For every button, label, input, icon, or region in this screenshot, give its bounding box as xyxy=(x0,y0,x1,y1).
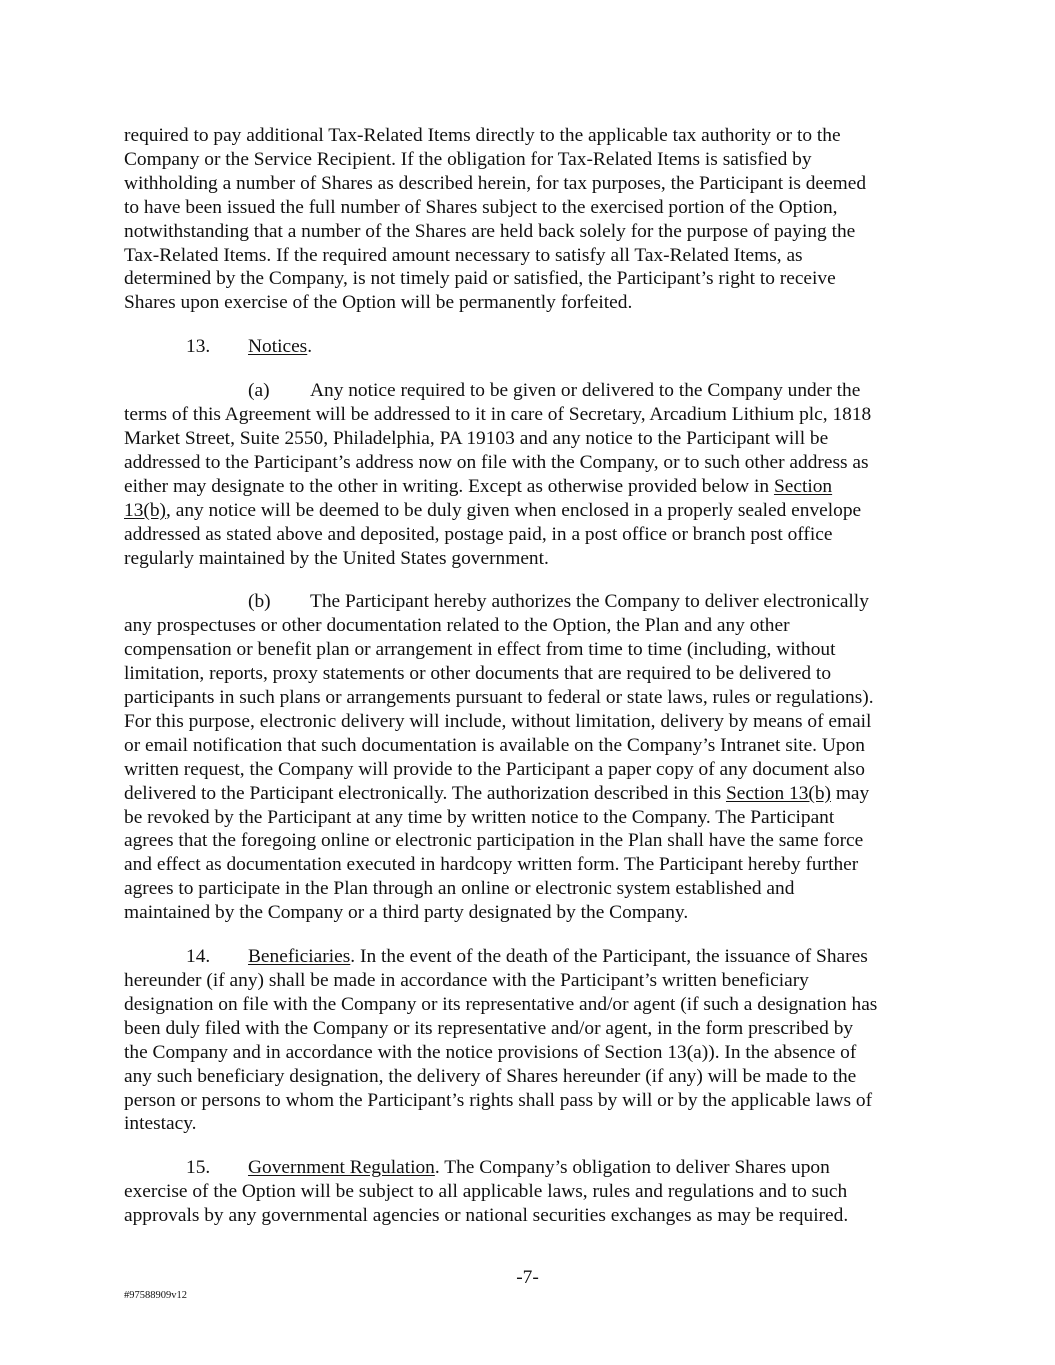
text-line: any such beneficiary designation, the delivery of Shares hereunder (if any) will be made to the xyxy=(124,1065,857,1087)
text-line: Any notice required to be given or delivered to the Company under the xyxy=(310,380,861,402)
text-line: regularly maintained by the United States government. xyxy=(124,547,549,569)
text-line: agrees that the foregoing online or electronic participation in the Plan shall have the same force xyxy=(124,830,864,852)
text-line: , any notice will be deemed to be duly given when enclosed in a properly sealed envelope xyxy=(166,499,862,521)
section-12-continuation xyxy=(124,124,932,315)
text-line: Shares upon exercise of the Option will be permanently forfeited. xyxy=(124,292,633,314)
text-line: the Company and in accordance with the notice provisions of Section 13(a)). In the absence of xyxy=(124,1041,857,1063)
section-number: 13. xyxy=(186,336,211,358)
text-line: and effect as documentation executed in hardcopy written form. The Participant hereby further xyxy=(124,854,859,876)
text-line: limitation, reports, proxy statements or other documents that are required to be delivered to xyxy=(124,663,832,685)
text-line: For this purpose, electronic delivery will include, without limitation, delivery by means of email xyxy=(124,710,872,732)
text-line: any prospectuses or other documentation related to the Option, the Plan and any other xyxy=(124,615,790,637)
section-title-suffix: . xyxy=(307,336,313,358)
page-number: -7- xyxy=(516,1267,539,1288)
text-line: delivered to the Participant electronically. The authorization described in this xyxy=(124,782,726,804)
text-line: notwithstanding that a number of the Shares are held back solely for the purpose of paying the xyxy=(124,220,856,242)
text-line: required to pay additional Tax-Related Items directly to the applicable tax authority or to the xyxy=(124,125,841,146)
section-number: 14. xyxy=(186,946,211,968)
text-line: may xyxy=(831,782,870,804)
text-line: participants in such plans or arrangements pursuant to federal or state laws, rules or regulations). xyxy=(124,687,874,709)
text-line: to have been issued the full number of Shares subject to the exercised portion of the Option, xyxy=(124,196,838,218)
section-reference: Section 13(b) xyxy=(725,782,831,804)
document-body xyxy=(124,124,932,1248)
text-line: . In the event of the death of the Participant, the issuance of Shares xyxy=(350,946,868,968)
section-title: Notices xyxy=(248,336,308,358)
document-id: #97588909v12 xyxy=(124,1290,187,1301)
text-line: agrees to participate in the Plan through an online or electronic system established and xyxy=(124,878,795,900)
text-line: The Participant hereby authorizes the Company to deliver electronically xyxy=(310,591,869,613)
text-line: written request, the Company will provide to the Participant a paper copy of any document also xyxy=(124,758,865,780)
section-13b xyxy=(124,590,932,925)
section-reference: 13(b) xyxy=(124,499,167,521)
text-line: been duly filed with the Company or its representative and/or agent, in the form prescribed by xyxy=(124,1017,854,1039)
section-reference: Section xyxy=(773,475,833,497)
text-line: intestacy. xyxy=(124,1113,197,1135)
section-title: Government Regulation xyxy=(248,1157,435,1179)
text-line: determined by the Company, is not timely paid or satisfied, the Participant’s right to receive xyxy=(124,268,836,290)
section-13-heading xyxy=(124,335,932,359)
text-line: exercise of the Option will be subject to all applicable laws, rules and regulations and to such xyxy=(124,1181,848,1203)
subsection-label: (a) xyxy=(248,380,270,402)
text-line: person or persons to whom the Participant’s rights shall pass by will or by the applicable laws of xyxy=(124,1089,873,1111)
text-line: designation on file with the Company or its representative and/or agent (if such a designation has xyxy=(124,993,878,1015)
text-line: . The Company’s obligation to deliver Shares upon xyxy=(434,1157,830,1179)
text-line: hereunder (if any) shall be made in accordance with the Participant’s written beneficiary xyxy=(124,970,809,991)
subsection-label: (b) xyxy=(248,591,271,613)
text-line: addressed as stated above and deposited, postage paid, in a post office or branch post office xyxy=(124,523,833,545)
section-14 xyxy=(124,945,932,1136)
text-line: Tax-Related Items. If the required amount necessary to satisfy all Tax-Related Items, as xyxy=(124,244,803,266)
text-line: either may designate to the other in writing. Except as otherwise provided below in xyxy=(124,475,774,497)
text-line: addressed to the Participant’s address now on file with the Company, or to such other address as xyxy=(124,451,869,473)
text-line: compensation or benefit plan or arrangement in effect from time to time (including, without xyxy=(124,639,836,661)
section-15 xyxy=(124,1156,932,1228)
text-line: or email notification that such documentation is available on the Company’s Intranet site. Upon xyxy=(124,734,865,756)
text-line: Company or the Service Recipient. If the obligation for Tax-Related Items is satisfied by xyxy=(124,148,812,170)
text-line: maintained by the Company or a third party designated by the Company. xyxy=(124,902,689,924)
section-number: 15. xyxy=(186,1157,211,1179)
text-line: Market Street, Suite 2550, Philadelphia, PA 19103 and any notice to the Participant will be xyxy=(124,427,829,449)
section-13a xyxy=(124,379,932,570)
text-line: approvals by any governmental agencies or national securities exchanges as may be required. xyxy=(124,1205,849,1227)
text-line: be revoked by the Participant at any time by written notice to the Company. The Participant xyxy=(124,806,835,828)
text-line: terms of this Agreement will be addressed to it in care of Secretary, Arcadium Lithium plc, 1818 xyxy=(124,404,872,426)
text-line: withholding a number of Shares as described herein, for tax purposes, the Participant is deemed xyxy=(124,172,867,194)
section-title: Beneficiaries xyxy=(248,946,351,968)
